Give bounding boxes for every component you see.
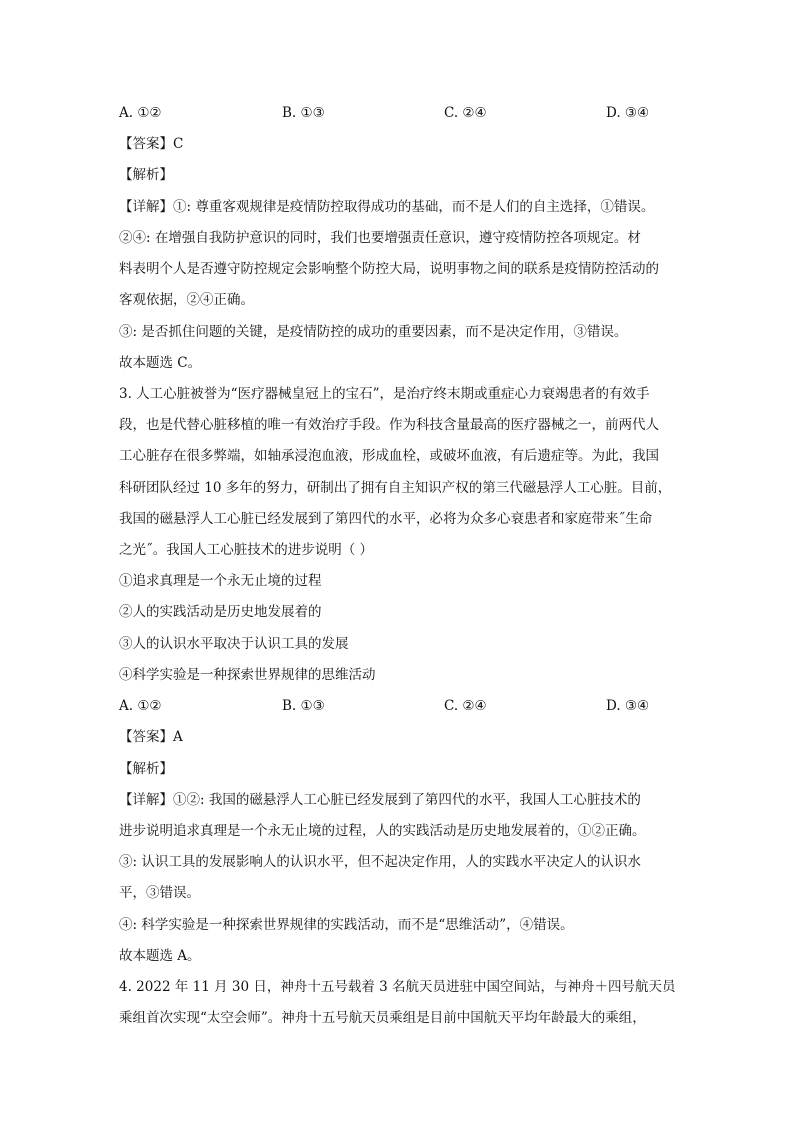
q3-analysis-label: 【解析】 [119,761,173,777]
q3-stem-line: 3. 人工心脏被誉为“医疗器械皇冠上的宝石”，是治疗终末期或重症心力衰竭患者的有效手 [119,386,650,402]
q2-detail-line: 【详解】①: 尊重客观规律是疫情防控取得成功的基础，而不是人们的自主选择，①错误。 [119,199,655,215]
q3-detail-line: 平，③错误。 [119,885,200,901]
q3-detail-line: ③: 认识工具的发展影响人的认识水平，但不起决定作用，人的实践水平决定人的认识水 [119,854,641,870]
q3-option-b: B. ①③ [282,698,325,714]
q2-detail-line: ②④: 在增强自我防护意识的同时，我们也要增强责任意识，遵守疫情防控各项规定。材 [119,230,641,246]
q2-option-a: A. ①② [119,105,162,121]
q3-stem-line: 工心脏存在很多弊端，如轴承浸泡血液，形成血栓，或破坏血液，有后遗症等。为此，我国 [119,448,659,464]
q4-stem-line: 乘组首次实现“太空会师”。神舟十五号航天员乘组是目前中国航天平均年龄最大的乘组， [119,1010,646,1026]
q2-analysis-label: 【解析】 [119,167,173,183]
q3-statement: ②人的实践活动是历史地发展着的 [119,604,322,620]
q3-option-d: D. ③④ [606,698,650,714]
q3-statement: ①追求真理是一个永无止境的过程 [119,573,322,589]
q2-answer: 【答案】C [119,136,184,152]
q3-detail-line: 进步说明追求真理是一个永无止境的过程，人的实践活动是历史地发展着的，①②正确。 [119,823,646,839]
q3-statement: ③人的认识水平取决于认识工具的发展 [119,636,349,652]
q3-answer: 【答案】A [119,729,183,745]
q3-stem-line: 之光˝。我国人工心脏技术的进步说明（ ） [119,542,374,558]
q2-detail-line: 客观依据，②④正确。 [119,292,254,308]
q2-option-b: B. ①③ [282,105,325,121]
q3-stem-line: 我国的磁悬浮人工心脏已经发展到了第四代的水平，必将为众多心衰患者和家庭带来˝生命 [119,511,653,527]
q3-stem-line: 科研团队经过 10 多年的努力，研制出了拥有自主知识产权的第三代磁悬浮人工心脏。目前， [119,480,672,496]
q3-detail-line: ④: 科学实验是一种探索世界规律的实践活动，而不是“思维活动”，④错误。 [119,917,574,933]
q2-option-c: C. ②④ [444,105,487,121]
q3-detail-line: 【详解】①②: 我国的磁悬浮人工心脏已经发展到了第四代的水平，我国人工心脏技术的 [119,792,641,808]
q2-option-d: D. ③④ [606,105,650,121]
q3-statement: ④科学实验是一种探索世界规律的思维活动 [119,667,376,683]
q3-detail-line: 故本题选 A。 [119,948,201,964]
q2-detail-line: ③: 是否抓住问题的关键，是疫情防控的成功的重要因素，而不是决定作用，③错误。 [119,324,628,340]
q3-option-c: C. ②④ [444,698,487,714]
q3-option-a: A. ①② [119,698,162,714]
q3-stem-line: 段，也是代替心脏移植的唯一有效治疗手段。作为科技含量最高的医疗器械之一，前两代人 [119,417,659,433]
q2-detail-line: 料表明个人是否遵守防控规定会影响整个防控大局，说明事物之间的联系是疫情防控活动的 [119,261,659,277]
q4-stem-line: 4. 2022 年 11 月 30 日，神舟十五号载着 3 名航天员进驻中国空间站，与神舟＋四号航天员 [119,979,676,995]
q2-detail-line: 故本题选 C。 [119,355,202,371]
